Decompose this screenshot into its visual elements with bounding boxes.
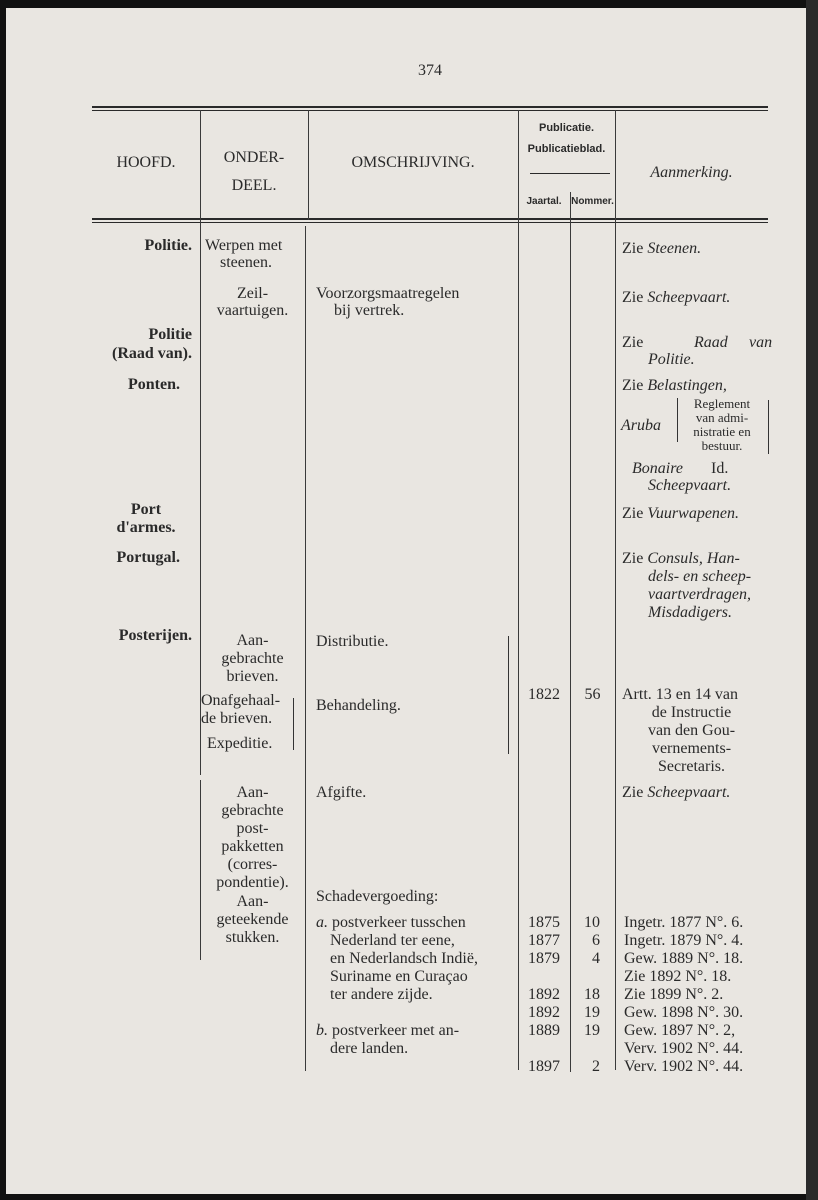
header-onderdeel: ONDER- DEEL. <box>223 149 285 194</box>
aanm-aruba: Aruba <box>621 417 661 434</box>
aruba-brace-right <box>764 400 769 454</box>
entry-jaar: 1892 <box>528 1004 560 1021</box>
col-divider-2 <box>305 226 306 1071</box>
jaar-1822: 1822 <box>528 686 560 703</box>
omschr-b-1: b. postverkeer met an- <box>316 1022 460 1039</box>
header-bottom-rule <box>92 218 768 220</box>
header-nommer: Nommer. <box>571 196 614 207</box>
hoofd-posterijen: Posterijen. <box>118 627 192 644</box>
aanm-aruba-l4: bestuur. <box>701 438 743 453</box>
entry-aanmerking: Ingetr. 1879 N°. 4. <box>624 932 744 949</box>
aanm-raad-van: van <box>749 334 773 351</box>
aanm-scheepvaart-1: Zie Scheepvaart. <box>622 289 731 306</box>
ond-aangeteekende-2: geteekende <box>216 911 289 928</box>
header-jaartal: Jaartal. <box>526 196 562 207</box>
aanm-artt-1: Artt. 13 en 14 van <box>622 686 738 703</box>
header-hoofd: HOOFD. <box>116 154 176 171</box>
ond-pakketten-1: Aan- <box>236 784 269 801</box>
ond-pakketten-4: pakketten <box>221 838 284 855</box>
header-publicatieblad: Publicatieblad. <box>527 143 606 155</box>
ond-onafgehaal-2: de brieven. <box>201 710 273 727</box>
entry-nommer: 2 <box>592 1058 600 1075</box>
aanm-belastingen: Zie Belastingen, <box>622 377 727 394</box>
onderdeel-zeil-1: Zeil- <box>236 285 269 302</box>
ond-pakketten-2: gebrachte <box>221 802 284 819</box>
aanm-portugal-2: dels- en scheep- <box>648 568 752 585</box>
entry-jaar: 1875 <box>528 914 560 931</box>
aanm-portugal-1: Zie Consuls, Han- <box>622 550 740 567</box>
entry-jaar: 1892 <box>528 986 560 1003</box>
aanm-raad-zie: Zie <box>622 334 644 351</box>
book-edge <box>806 0 818 1200</box>
entry-nommer: 10 <box>584 914 600 931</box>
ond-aangebrachte-1: Aan- <box>236 632 269 649</box>
aanm-artt-4: vernements- <box>651 740 732 757</box>
ond-aangeteekende-3: stukken. <box>225 929 280 946</box>
omschr-schadevergoeding: Schadevergoeding: <box>316 888 439 905</box>
omschr-distributie: Distributie. <box>316 633 389 650</box>
page-number: 374 <box>418 62 442 79</box>
header-bottom-rule-thin <box>92 222 768 223</box>
entry-jaar: 1897 <box>528 1058 560 1075</box>
behandeling-brace <box>508 636 513 754</box>
aanm-aruba-l2: van admi- <box>695 410 749 425</box>
aanm-raad-politie: Politie. <box>648 351 695 368</box>
header-aanmerking: Aanmerking. <box>650 164 733 181</box>
entry-nommer: 4 <box>592 950 600 967</box>
hoofd-politie-raad-2: (Raad van). <box>111 345 192 362</box>
entry-aanmerking: Gew. 1889 N°. 18. <box>624 950 744 967</box>
aanm-aruba-l3: nistratie en <box>693 424 751 439</box>
entry-aanmerking: Gew. 1898 N°. 30. <box>624 1004 744 1021</box>
aanm-bonaire: Bonaire <box>632 460 683 477</box>
entry-aanmerking: Zie 1899 N°. 2. <box>624 986 724 1003</box>
entry-jaar: 1889 <box>528 1022 560 1039</box>
hoofd-port-2: d'armes. <box>116 519 176 536</box>
ond-onafgehaal-1: Onafgehaal- <box>201 692 281 709</box>
hoofd-politie-raad-1: Politie <box>148 326 192 343</box>
entry-jaar: 1877 <box>528 932 560 949</box>
top-rule <box>92 106 768 108</box>
aanm-bonaire-id: Id. <box>711 460 729 477</box>
ond-aangeteekende-1: Aan- <box>236 893 269 910</box>
omschr-voorzorg-1: Voorzorgsmaatregelen <box>316 285 460 302</box>
ond-expeditie: Expeditie. <box>207 735 273 752</box>
aanm-artt-2: de Instructie <box>651 704 732 721</box>
onderdeel-zeil-2: vaartuigen. <box>216 302 289 319</box>
entry-nommer: 6 <box>592 932 600 949</box>
entry-aanmerking: Zie 1892 N°. 18. <box>624 968 732 985</box>
ond-pakketten-5: (corres- <box>227 856 278 873</box>
ond-pakketten-3: post- <box>236 820 269 837</box>
hoofd-ponten: Ponten. <box>128 376 180 393</box>
entry-jaar: 1879 <box>528 950 560 967</box>
entry-aanmerking: Ingetr. 1877 N°. 6. <box>624 914 744 931</box>
hoofd-port-1: Port <box>130 501 162 518</box>
aanm-aruba-l1: Reglement <box>693 396 751 411</box>
aanm-artt-3: van den Gou- <box>647 722 736 739</box>
ond-aangebrachte-3: brieven. <box>226 668 279 685</box>
header-publicatie: Publicatie. <box>538 122 595 134</box>
omschr-b-2: dere landen. <box>330 1040 409 1057</box>
entry-nommer: 18 <box>584 986 600 1003</box>
aanm-scheepvaart-2: Zie Scheepvaart. <box>622 784 731 801</box>
header-omschrijving: OMSCHRIJVING. <box>351 154 475 171</box>
aanm-portugal-4: Misdadigers. <box>648 604 732 621</box>
aanm-steenen: Zie Steenen. <box>622 240 702 257</box>
hoofd-portugal: Portugal. <box>116 549 180 566</box>
ond-pakketten-6: pondentie). <box>216 874 289 891</box>
aanm-bonaire-scheepvaart: Scheepvaart. <box>648 477 732 494</box>
entry-nommer: 19 <box>584 1022 600 1039</box>
omschr-a-5: ter andere zijde. <box>330 986 433 1003</box>
aanm-vuurwapenen: Zie Vuurwapenen. <box>622 505 740 522</box>
onderdeel-werpen-2: steenen. <box>220 254 272 271</box>
col-divider-5 <box>615 110 616 1070</box>
entry-aanmerking: Gew. 1897 N°. 2, <box>624 1022 736 1039</box>
top-rule-thin <box>92 110 768 111</box>
expeditie-brace <box>290 698 294 750</box>
entry-aanmerking: Verv. 1902 N°. 44. <box>624 1058 744 1075</box>
entry-aanmerking: Verv. 1902 N°. 44. <box>624 1040 744 1057</box>
onderdeel-werpen-1: Werpen met <box>205 237 283 254</box>
entry-nommer: 19 <box>584 1004 600 1021</box>
omschr-voorzorg-2: bij vertrek. <box>334 302 405 319</box>
omschr-afgifte: Afgifte. <box>316 784 367 801</box>
hoofd-politie: Politie. <box>144 237 192 254</box>
publicatie-rule <box>530 173 610 174</box>
omschr-a-1: a. postverkeer tusschen <box>316 914 466 931</box>
aanm-artt-5: Secretaris. <box>657 758 726 775</box>
nr-56: 56 <box>584 686 601 703</box>
aanm-raad-raad: Raad <box>694 334 728 351</box>
omschr-a-3: en Nederlandsch Indië, <box>330 950 478 967</box>
omschr-a-2: Nederland ter eene, <box>330 932 455 949</box>
ond-aangebrachte-2: gebrachte <box>221 650 284 667</box>
omschr-a-4: Suriname en Curaçao <box>330 968 468 985</box>
omschr-behandeling: Behandeling. <box>316 697 401 714</box>
aanm-portugal-3: vaartverdragen, <box>648 586 751 603</box>
